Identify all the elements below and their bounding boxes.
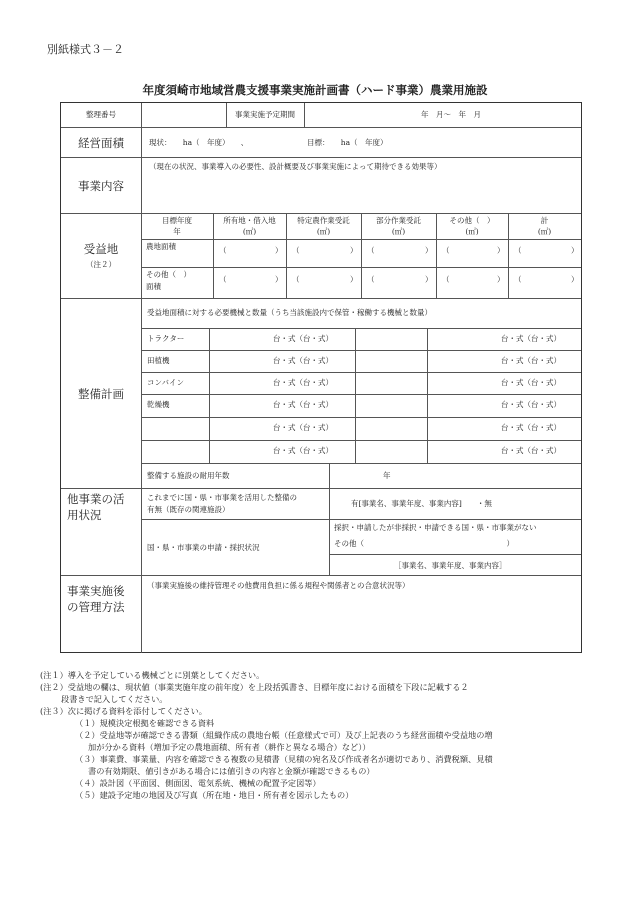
document-title: 年度須崎市地域営農支援事業実施計画書（ハード事業）農業用施設 [142, 83, 488, 97]
lifespan-unit[interactable]: 年 [383, 471, 391, 480]
application-answer-other[interactable]: その他（ ） [334, 539, 514, 548]
paren-close: ） [350, 246, 358, 255]
paren-close: ） [497, 275, 505, 284]
note-line: 書の有効期限、値引きがある場合には値引きの内容と金額が確認できるもの） [88, 766, 375, 776]
row-divider [61, 575, 581, 576]
paren-close: ） [497, 246, 505, 255]
cell-divider [304, 103, 305, 127]
note-line: (注２）受益地の欄は、現状値（事業実施年度の前年度）を上段括弧書き、目標年度における面積を下段に記載する２ [40, 682, 469, 692]
unit-text: 台・式（台・式） [501, 423, 561, 432]
content-label: 事業内容 [78, 179, 124, 193]
cell-divider [355, 328, 356, 463]
cell-divider [427, 328, 428, 463]
row-divider [329, 554, 581, 555]
row-divider [61, 157, 581, 158]
unit-text: 台・式（台・式） [273, 334, 333, 343]
col-other: その他（ ） [449, 216, 495, 225]
note-line: （２）受益地等が確認できる書類（組織作成の農地台帳（任意様式で可）及び上記表のうち経営面積や受益地の増 [75, 730, 493, 740]
row-divider [61, 127, 581, 128]
unit-text: 台・式（台・式） [501, 446, 561, 455]
row-divider [141, 394, 581, 395]
paren-close: ） [425, 246, 433, 255]
unit-text: 台・式（台・式） [501, 334, 561, 343]
unit-text: 台・式（台・式） [501, 356, 561, 365]
area-label: 経営面積 [78, 136, 124, 150]
note-line: 段書きで記入してください。 [61, 694, 168, 704]
machine-name: コンバイン [147, 378, 184, 387]
col-special-unit: (㎡) [316, 227, 331, 236]
lifespan-label: 整備する施設の耐用年数 [147, 471, 230, 480]
row-divider [141, 463, 581, 464]
unit-text: 台・式（台・式） [273, 356, 333, 365]
note-line: （５）建設予定地の地図及び写真（所在地・地目・所有者を図示したもの） [75, 790, 354, 800]
period-label: 事業実施予定期間 [235, 110, 295, 119]
notes-section [40, 669, 600, 801]
note-line: （３）事業費、事業量、内容を確認できる複数の見積書（見積の宛名及び作成者名が適切であり、消費税額、見積 [75, 754, 493, 764]
row-divider [141, 239, 581, 240]
row-divider [61, 213, 581, 214]
area-current[interactable]: 現状： ha（ 年度） 、 [149, 138, 249, 147]
equipment-label: 整備計画 [78, 387, 124, 401]
row-other-label: その他（ ） [146, 270, 191, 279]
col-owned-unit: (㎡) [242, 227, 257, 236]
paren-close: ） [571, 246, 579, 255]
other-projects-label: 他事業の活 [67, 492, 125, 506]
form-id: 別紙様式３－２ [47, 43, 124, 56]
row-divider [61, 298, 581, 299]
row-divider [141, 417, 581, 418]
row-divider [141, 440, 581, 441]
unit-text: 台・式（台・式） [273, 423, 333, 432]
management-label: 事業実施後 [67, 584, 125, 598]
other-projects-label-2: 用状況 [67, 508, 102, 522]
paren-close: ） [425, 275, 433, 284]
paren-open: （ [292, 246, 300, 255]
paren-open: （ [219, 275, 227, 284]
row-other-label-2: 面積 [146, 282, 161, 291]
paren-open: （ [514, 246, 522, 255]
col-special: 特定農作業受託 [297, 216, 350, 225]
col-total-unit: (㎡) [537, 227, 552, 236]
paren-open: （ [442, 246, 450, 255]
cell-divider [209, 328, 210, 463]
paren-open: （ [219, 246, 227, 255]
content-note: （現在の状況、事業導入の必要性、設計概要及び事業実施によって期待できる効果等） [149, 162, 442, 171]
unit-text: 台・式（台・式） [273, 446, 333, 455]
note-line: 加が分かる資料（増加予定の農地面積、所有者（耕作と異なる場合）など）） [88, 742, 371, 752]
col-partial: 部分作業受託 [376, 216, 421, 225]
row-divider [141, 519, 581, 520]
paren-open: （ [292, 275, 300, 284]
unit-text: 台・式（台・式） [501, 400, 561, 409]
application-question: 国・県・市事業の申請・採択状況 [147, 543, 260, 552]
past-use-question-2: 有無（既存の関連施設） [147, 505, 230, 514]
benefit-label: 受益地 [83, 242, 119, 256]
machine-name: トラクター [147, 334, 185, 343]
paren-close: ） [275, 275, 283, 284]
col-owned: 所有地・借入地 [223, 216, 276, 225]
col-other-unit: (㎡) [465, 227, 479, 236]
period-value[interactable]: 年 月～ 年 月 [421, 110, 481, 119]
machine-name: 乾燥機 [147, 400, 170, 409]
area-target[interactable]: 目標： ha（ 年度） [307, 138, 388, 147]
label-column-divider [141, 103, 142, 653]
application-answer-detail: ［事業名、事業年度、事業内容］ [394, 561, 507, 570]
note-line: （４）設計図（平面図、側面図、電気系統、機械の配置予定図等） [75, 778, 321, 788]
note-line: (注１）導入を予定している機械ごとに別葉としてください。 [40, 670, 265, 680]
paren-open: （ [514, 275, 522, 284]
unit-text: 台・式（台・式） [501, 378, 561, 387]
row-divider [141, 267, 581, 268]
management-label-2: の管理方法 [67, 600, 125, 614]
row-divider [61, 488, 581, 489]
management-note: （事業実施後の維持管理その他費用負担に係る規程や関係者との合意状況等） [147, 581, 410, 590]
past-use-question: これまでに国・県・市事業を活用した整備の [147, 493, 297, 502]
paren-open: （ [367, 275, 375, 284]
paren-close: ） [571, 275, 579, 284]
application-answer[interactable]: 採択・申請したが非採択・申請できる国・県・市事業がない [334, 523, 537, 532]
col-partial-unit: (㎡) [391, 227, 406, 236]
note-line: （１）規模決定根拠を確認できる資料 [75, 718, 215, 728]
paren-close: ） [350, 275, 358, 284]
paren-close: ） [275, 246, 283, 255]
unit-text: 台・式（台・式） [273, 378, 333, 387]
row-divider [141, 328, 581, 329]
cell-divider [329, 488, 330, 575]
col-target-year: 目標年度 [162, 216, 192, 225]
row-farm-label: 農地面積 [146, 242, 176, 251]
machine-name: 田植機 [147, 356, 170, 365]
paren-open: （ [442, 275, 450, 284]
benefit-sublabel: （注２） [86, 260, 116, 269]
col-total: 計 [540, 216, 549, 225]
past-use-answer[interactable]: 有[事業名、事業年度、事業内容] ・無 [351, 499, 492, 508]
row-divider [141, 372, 581, 373]
equipment-header: 受益地面積に対する必要機械と数量（うち当該施設内で保管・稼働する機械と数量） [147, 308, 432, 317]
cell-divider [329, 463, 330, 488]
col-year: 年 [173, 227, 181, 236]
row-divider [141, 350, 581, 351]
number-label: 整理番号 [86, 110, 116, 119]
paren-open: （ [367, 246, 375, 255]
plan-table [60, 102, 582, 653]
unit-text: 台・式（台・式） [273, 400, 333, 409]
note-line: (注３）次に掲げる資料を添付してください。 [40, 706, 207, 716]
